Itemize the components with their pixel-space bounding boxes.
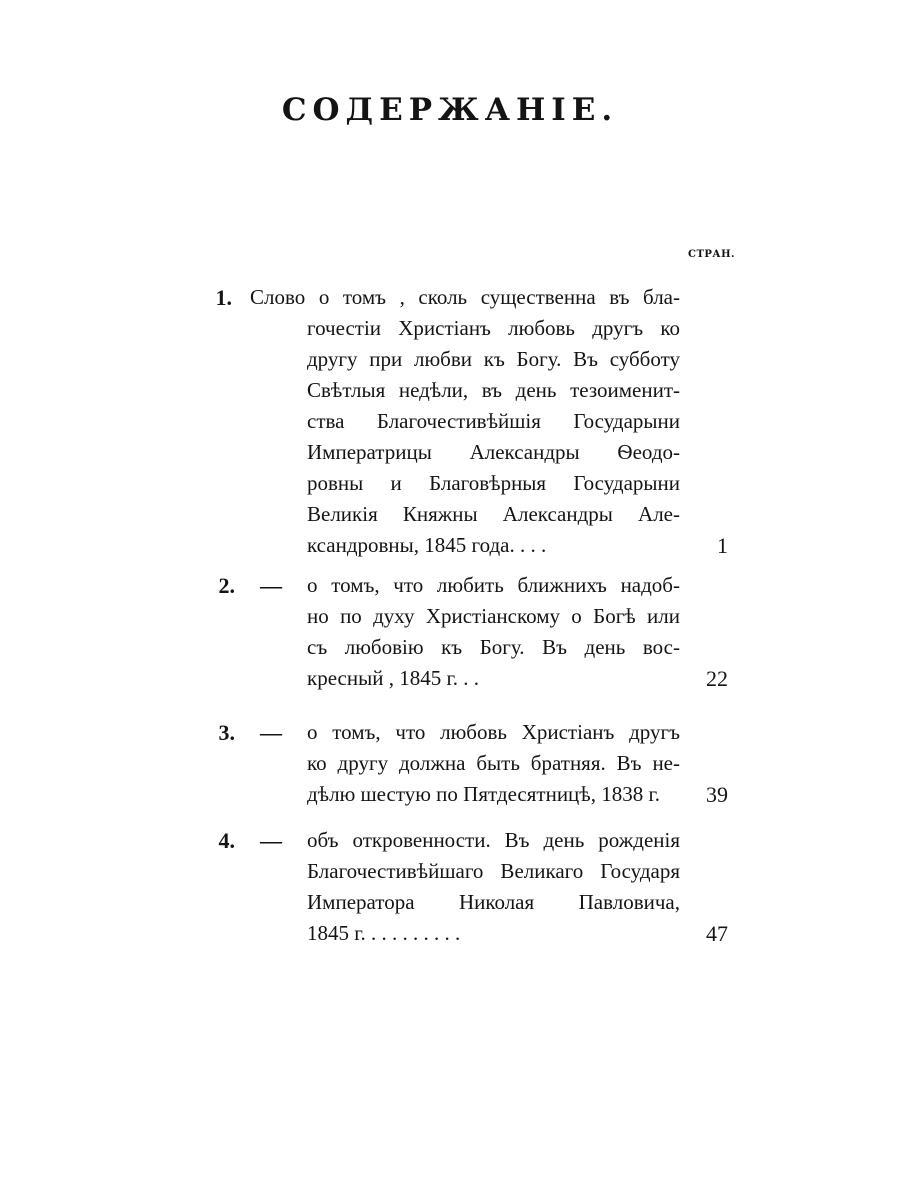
- entry-line: другу при любви къ Богу. Въ субботу: [307, 347, 680, 371]
- entry-page-number: 22: [706, 666, 728, 691]
- entry-text: [307, 825, 680, 949]
- page-column-header: СТРАН.: [688, 249, 735, 260]
- entry-page-number: 1: [717, 533, 728, 558]
- entry-line: Великія Княжны Александры Але-: [307, 502, 680, 526]
- entry-page-number: 47: [706, 921, 728, 946]
- entry-ditto-dash: —: [260, 720, 282, 745]
- page-title: СОДЕРЖАНІЕ.: [281, 92, 619, 128]
- entry-number: 4.: [218, 828, 235, 853]
- entry-text: [307, 570, 680, 694]
- entry-number: 1.: [215, 285, 232, 310]
- entry-ditto-dash: —: [260, 828, 282, 853]
- entry-line: ровны и Благовѣрныя Государыни: [307, 471, 680, 495]
- entry-line: кресный , 1845 г. . .: [307, 666, 479, 690]
- entry-line: Свѣтлыя недѣли, въ день тезоименит-: [307, 378, 680, 402]
- entry-line: съ любовію къ Богу. Въ день вос-: [307, 635, 680, 659]
- entry-line: 1845 г. . . . . . . . . .: [307, 921, 461, 945]
- entry-line: Благочестивѣйшаго Великаго Государя: [307, 859, 680, 883]
- entry-line: ства Благочестивѣйшія Государыни: [307, 409, 680, 433]
- entry-line: дѣлю шестую по Пятдесятницѣ, 1838 г.: [307, 782, 660, 806]
- entry-line: объ откровенности. Въ день рожденія: [307, 828, 680, 852]
- entry-line: Слово о томъ , сколь существенна въ бла-: [250, 285, 680, 309]
- entry-number: 2.: [218, 573, 235, 598]
- entry-line: о томъ, что любовь Христіанъ другъ: [307, 720, 680, 744]
- entry-line: Императрицы Александры Ѳеодо-: [307, 440, 680, 464]
- entry-ditto-dash: —: [260, 573, 282, 598]
- entry-number: 3.: [218, 720, 235, 745]
- entry-text: [307, 717, 680, 810]
- entry-line: ксандровны, 1845 года. . . .: [307, 533, 547, 557]
- entry-line: Императора Николая Павловича,: [307, 890, 680, 914]
- entry-line: гочестіи Христіанъ любовь другъ ко: [307, 316, 680, 340]
- entry-line: о томъ, что любить ближнихъ надоб-: [307, 573, 680, 597]
- entry-line: но по духу Христіанскому о Богѣ или: [307, 604, 680, 628]
- entry-text: [250, 282, 680, 561]
- entry-line: ко другу должна быть братняя. Въ не-: [307, 751, 680, 775]
- entry-page-number: 39: [706, 782, 728, 807]
